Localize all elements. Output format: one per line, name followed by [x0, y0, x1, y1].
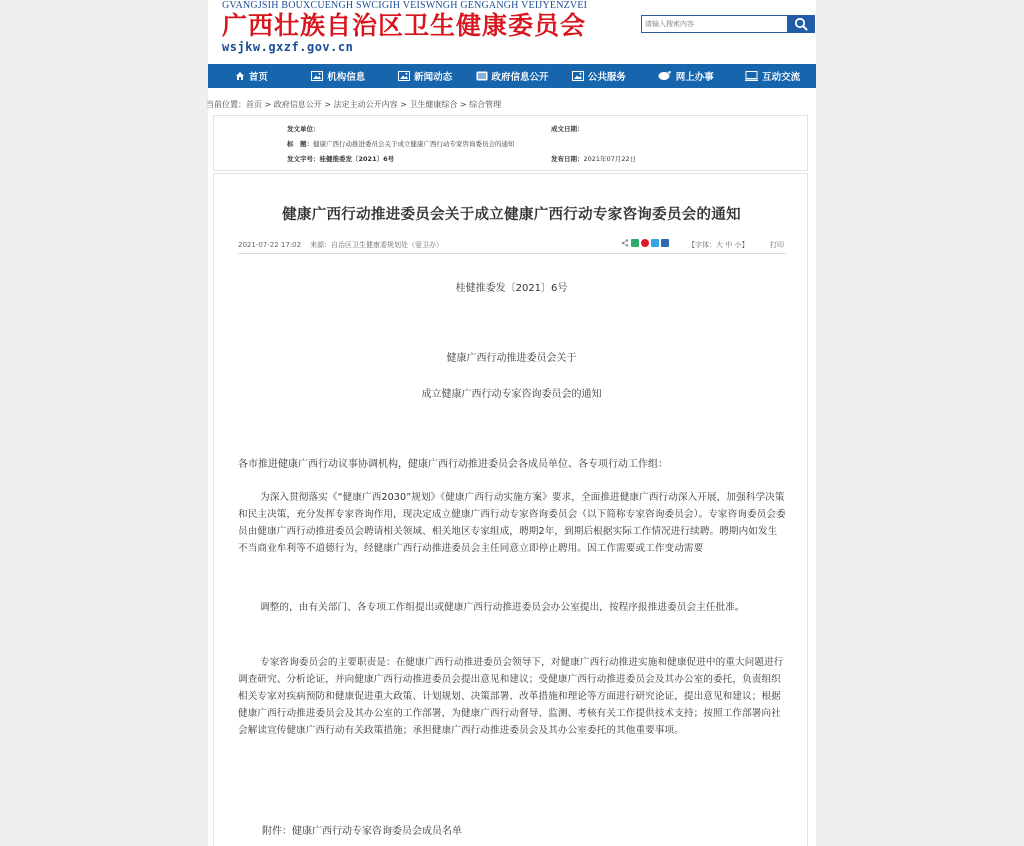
article-source: 来源：自治区卫生健康委规划处（爱卫办）	[310, 241, 443, 249]
nav-label: 公共服务	[587, 72, 626, 83]
monitor-icon	[745, 71, 758, 81]
share-bar	[621, 239, 669, 247]
share-icon[interactable]	[621, 239, 629, 247]
meta-docno-label: 发文字号：	[287, 155, 320, 163]
article-title: 健康广西行动推进委员会关于成立健康广西行动专家咨询委员会的通知	[282, 207, 741, 223]
breadcrumb[interactable]: 当前位置：首页 > 政府信息公开 > 法定主动公开内容 > 卫生健康综合 > 综合管理	[206, 100, 502, 109]
article-paragraph: 调整的，由有关部门、各专项工作组提出或健康广西行动推进委员会办公室提出，按程序报推进委员会主任批准。	[260, 602, 745, 613]
search-input[interactable]	[642, 16, 787, 32]
print-button[interactable]: 打印	[770, 241, 784, 249]
font-size-control[interactable]: 【字体：大 中 小】	[688, 241, 749, 249]
image-icon	[311, 71, 323, 81]
zhuang-name: GVANGJSIH BOUXCUENGH SWCIGIH VEISWNGH GENGANGH VEIJYENZVEI	[222, 0, 588, 11]
image-icon	[398, 71, 410, 81]
article-doc-number: 桂健推委发〔2021〕6号	[455, 283, 568, 294]
home-icon	[235, 71, 245, 81]
search-icon	[794, 17, 808, 31]
article-attachment[interactable]: 附件：健康广西行动专家咨询委员会成员名单	[262, 826, 462, 837]
site-title: 广西壮族自治区卫生健康委员会	[222, 11, 587, 40]
meta-publish-date	[551, 154, 636, 163]
meta-issuer	[287, 124, 320, 133]
article-salutation: 各市推进健康广西行动议事协调机构，健康广西行动推进委员会各成员单位、各专项行动工作组：	[238, 459, 668, 470]
meta-docno-value: 桂健推委发〔2021〕6号	[319, 155, 395, 163]
article	[213, 173, 808, 846]
meta-issuer-label: 发文单位：	[287, 125, 320, 133]
site-domain: wsjkw.gxzf.gov.cn	[222, 40, 354, 54]
nav-item-interaction[interactable]	[729, 69, 816, 83]
main-nav	[208, 64, 816, 88]
search-button[interactable]	[787, 16, 814, 32]
nav-label: 新闻动态	[414, 72, 453, 83]
nav-label: 互动交流	[762, 72, 801, 83]
image-icon	[572, 71, 584, 81]
nav-item-org[interactable]	[295, 69, 382, 83]
article-info-bar	[238, 238, 786, 254]
weibo-icon[interactable]	[641, 239, 649, 247]
meta-docno	[287, 154, 394, 163]
chat-icon	[658, 71, 672, 81]
article-datetime: 2021-07-22 17:02	[238, 241, 302, 249]
article-paragraph: 专家咨询委员会的主要职责是：在健康广西行动推进委员会领导下，对健康广西行动推进实施和健康促进中的重大问题进行调查研究、分析论证，并向健康广西行动推进委员会提出意见和建议；受健康广西行动推进委员会及其办公室的委托，负责组织相关专家对疾病预防和健康促进重大政策、计划规划、决策部署、改革措施和理论等方面进行研究论证，提出意见和建议；根据健康广西行动推进委员会及其办公室的工作部署，为健康广西行动督导、监测、考核有关工作提供技术支持；按照工作部署向社会解读宣传健康广西行动有关政策措施；承担健康广西行动推进委员会及其办公室委托的其他重要事项。	[238, 657, 784, 737]
meta-publish-date-label: 发布日期：	[551, 155, 584, 163]
qq-icon[interactable]	[661, 239, 669, 247]
wechat-icon[interactable]	[631, 239, 639, 247]
meta-title-label: 标 题：	[287, 140, 313, 148]
article-paragraph: 为深入贯彻落实《“健康广西2030”规划》《健康广西行动实施方案》要求，全面推进健康广西行动深入开展，加强科学决策和民主决策，充分发挥专家咨询作用，现决定成立健康广西行动专家咨询委员会（以下简称专家咨询委员会）。专家咨询委员会委员由健康广西行动推进委员会聘请相关领域、相关地区专家组成，聘期2年，到期后根据实际工作情况进行续聘。聘期内如发生不当商业牟利等不道德行为，经健康广西行动推进委员会主任同意立即停止聘用。因工作需要或工作变动需要	[238, 492, 786, 555]
search-box	[641, 15, 815, 33]
page-container	[208, 0, 816, 846]
meta-written-date	[551, 124, 584, 133]
document-icon	[476, 71, 488, 81]
nav-label: 首页	[248, 72, 268, 83]
nav-label: 机构信息	[327, 72, 366, 83]
site-header	[208, 0, 816, 64]
nav-item-public-service[interactable]	[555, 69, 642, 83]
meta-written-date-label: 成文日期：	[551, 125, 584, 133]
document-meta	[213, 115, 808, 171]
meta-title-value: 健康广西行动推进委员会关于成立健康广西行动专家咨询委员会的通知	[313, 140, 515, 148]
nav-item-gov-info[interactable]	[469, 69, 556, 83]
nav-item-online-service[interactable]	[642, 69, 729, 83]
nav-item-home[interactable]	[208, 69, 295, 83]
meta-title	[287, 139, 515, 148]
nav-item-news[interactable]	[382, 69, 469, 83]
article-datetime-source	[238, 240, 443, 250]
meta-publish-date-value: 2021年07月22日	[583, 155, 637, 163]
nav-label: 政府信息公开	[491, 72, 549, 83]
site-logo[interactable]	[222, 0, 587, 54]
article-subtitle-line2: 成立健康广西行动专家咨询委员会的通知	[421, 389, 602, 400]
nav-label: 网上办事	[675, 72, 714, 83]
article-subtitle-line1: 健康广西行动推进委员会关于	[446, 353, 577, 364]
qzone-icon[interactable]	[651, 239, 659, 247]
